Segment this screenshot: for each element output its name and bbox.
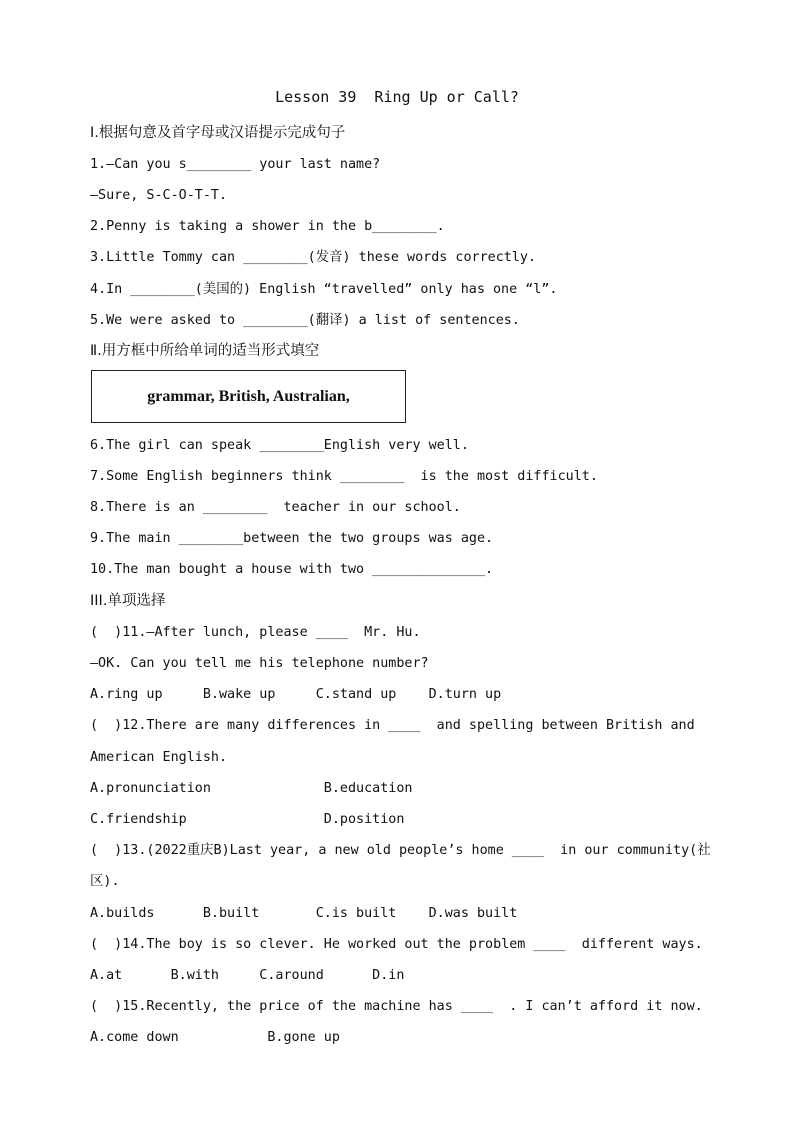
word-box [91, 370, 406, 423]
question-12-options-cd: C.friendship D.position [90, 812, 405, 827]
question-3: 3.Little Tommy can ________(发音) these words correctly. [90, 250, 536, 265]
question-9: 9.The main ________between the two groups was age. [90, 531, 494, 546]
question-6: 6.The girl can speak ________English very well. [90, 438, 469, 453]
question-1: 1.—Can you s________ your last name? [90, 157, 381, 172]
question-14: ( )14.The boy is so clever. He worked out the problem ____ different ways. [90, 937, 703, 952]
question-13: ( )13.(2022重庆B)Last year, a new old people’s home ____ in our community(社 [90, 843, 711, 858]
section-3-heading: III.单项选择 [90, 593, 166, 609]
question-7: 7.Some English beginners think ________ is the most difficult. [90, 469, 598, 484]
question-11-reply: —OK. Can you tell me his telephone number? [90, 656, 429, 671]
question-11-options: A.ring up B.wake up C.stand up D.turn up [90, 687, 502, 702]
question-5: 5.We were asked to ________(翻译) a list of sentences. [90, 313, 520, 328]
section-1-heading: Ⅰ.根据句意及首字母或汉语提示完成句子 [90, 125, 346, 141]
question-1-answer: —Sure, S-C-O-T-T. [90, 188, 228, 203]
section-2-heading: Ⅱ.用方框中所给单词的适当形式填空 [90, 343, 320, 359]
question-8: 8.There is an ________ teacher in our school. [90, 500, 461, 515]
question-4: 4.In ________(美国的) English “travelled” only has one “l”. [90, 282, 558, 297]
question-11: ( )11.—After lunch, please ____ Mr. Hu. [90, 625, 421, 640]
lesson-title: Lesson 39 Ring Up or Call? [275, 88, 519, 106]
question-15-options: A.come down B.gone up [90, 1030, 340, 1045]
question-13-options: A.builds B.built C.is built D.was built [90, 906, 518, 921]
question-10: 10.The man bought a house with two ______________. [90, 562, 494, 577]
question-12: ( )12.There are many differences in ____ and spelling between British and [90, 718, 695, 733]
question-12-cont: American English. [90, 750, 228, 765]
question-14-options: A.at B.with C.around D.in [90, 968, 405, 983]
question-13-cont: 区). [90, 874, 120, 889]
question-2: 2.Penny is taking a shower in the b________. [90, 219, 445, 234]
word-box-text: grammar, British, Australian, [147, 387, 350, 405]
question-15: ( )15.Recently, the price of the machine has ____ . I can’t afford it now. [90, 999, 703, 1014]
question-12-options-ab: A.pronunciation B.education [90, 781, 413, 796]
